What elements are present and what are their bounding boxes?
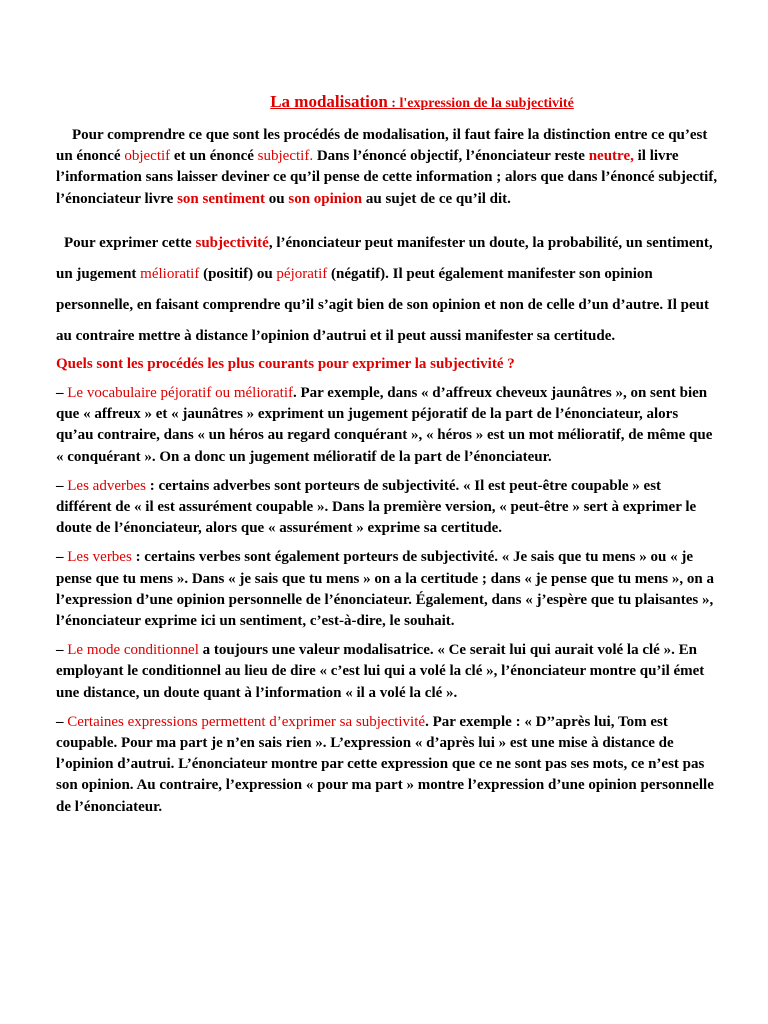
item-text: . Par exemple, dans « d’affreux cheveux jaunâtres », on sent bien que « affreux » et « jaunâtres » expriment un jugement péjoratif de la part de l’énonciateur, alors qu’au contraire, dans « un héros au regard conquérant », « héros » est un mot mélioratif, de même que « conquérant ». On a donc un jugement mélioratif de la part de l’énonciateur. [56, 385, 713, 465]
item-label: Le vocabulaire péjoratif ou mélioratif [67, 385, 293, 402]
dash: – [56, 385, 68, 402]
dash: – [56, 477, 68, 494]
item-text: : certains adverbes sont porteurs de subjectivité. « Il est peut-être coupable » est différent de « il est assurément coupable ». Dans la première version, « peut-être » sert à exprimer le doute de l’énonciateur, alors que « assurément » exprime sa certitude. [56, 477, 697, 537]
keyword-opinion: son opinion [288, 190, 363, 207]
paragraph-expression [56, 228, 718, 352]
item-text: : certains verbes sont également porteurs de subjectivité. « Je sais que tu mens » ou « je pense que tu mens ». Dans « je sais que tu mens » on a la certitude ; dans « je pense que tu mens », on a l’expression d’une opinion personnelle de l’énonciateur. Également, dans « j’espère que tu plaisantes », l’énonciateur exprime ici un sentiment, c’est-à-dire, le souhait. [56, 549, 714, 630]
item-label: Certaines expressions permettent d’exprimer sa subjectivité [67, 713, 426, 730]
text: (négatif). Il peut également manifester son opinion personnelle, en faisant comprendre qu’il s’agit bien de son opinion et non de celle d’un d’autre. Il peut au contraire mettre à distance l’opinion d’autrui et il peut aussi manifester sa certitude. [56, 265, 709, 344]
title-main: La modalisation [270, 92, 388, 111]
dash: – [56, 549, 68, 566]
item-label: Le mode conditionnel [67, 642, 199, 659]
paragraph-intro [56, 125, 718, 210]
item-label: Les adverbes [67, 477, 146, 494]
text: il livre l’information sans laisser deviner ce qu’il pense de cette information ; alors que dans l’énoncé subjectif, l’énonciateur livre [56, 148, 718, 207]
dash: – [56, 642, 68, 659]
keyword-pejoratif: péjoratif [276, 265, 328, 282]
list-item [56, 476, 718, 540]
item-label: Les verbes [67, 549, 132, 566]
text: Pour comprendre ce que sont les procédés de modalisation, il faut faire la distinction entre ce qu’est un énoncé [56, 127, 708, 165]
list-item [56, 547, 718, 632]
item-text: . Par exemple : « D’’après lui, Tom est coupable. Pour ma part je n’en sais rien ». L’expression « d’après lui » est une mise à distance de l’opinion d’autrui. L’énonciateur montre par cette expression que ce ne sont pas ses mots, ce n’est pas son opinion. Au contraire, l’expression « pour ma part » montre l’expression d’une opinion personnelle de l’énonciateur. [56, 713, 714, 815]
keyword-objectif: objectif [124, 148, 171, 165]
text: Pour exprimer cette [64, 234, 196, 251]
title-sub: : l'expression de la subjectivité [387, 96, 574, 111]
list-item [56, 712, 718, 818]
text: au sujet de ce qu’il dit. [362, 190, 511, 207]
item-text: a toujours une valeur modalisatrice. « Ce serait lui qui aurait volé la clé ». En employant le conditionnel au lieu de dire « c’est lui qui a volé la clé », l’énonciateur montre qu’il émet une distance, un doute quant à l’information « il a volé la clé ». [56, 642, 705, 701]
keyword-neutre: neutre, [588, 148, 634, 165]
list-item [56, 383, 718, 468]
keyword-melioratif: mélioratif [140, 265, 200, 282]
keyword-subjectivite: subjectivité [195, 234, 269, 251]
text: ou [265, 190, 289, 207]
list-item [56, 640, 718, 704]
text: Dans l’énoncé objectif, l’énonciateur reste [313, 148, 589, 165]
keyword-subjectif: subjectif. [257, 148, 314, 165]
text: et un énoncé [170, 148, 258, 165]
keyword-sentiment: son sentiment [177, 190, 266, 207]
question-heading: Quels sont les procédés les plus courants pour exprimer la subjectivité ? [56, 355, 515, 372]
dash: – [56, 713, 68, 730]
document-title [56, 78, 718, 115]
text: (positif) ou [199, 265, 277, 282]
text: , l’énonciateur peut manifester un doute, la probabilité, un sentiment, un jugement [56, 234, 713, 282]
